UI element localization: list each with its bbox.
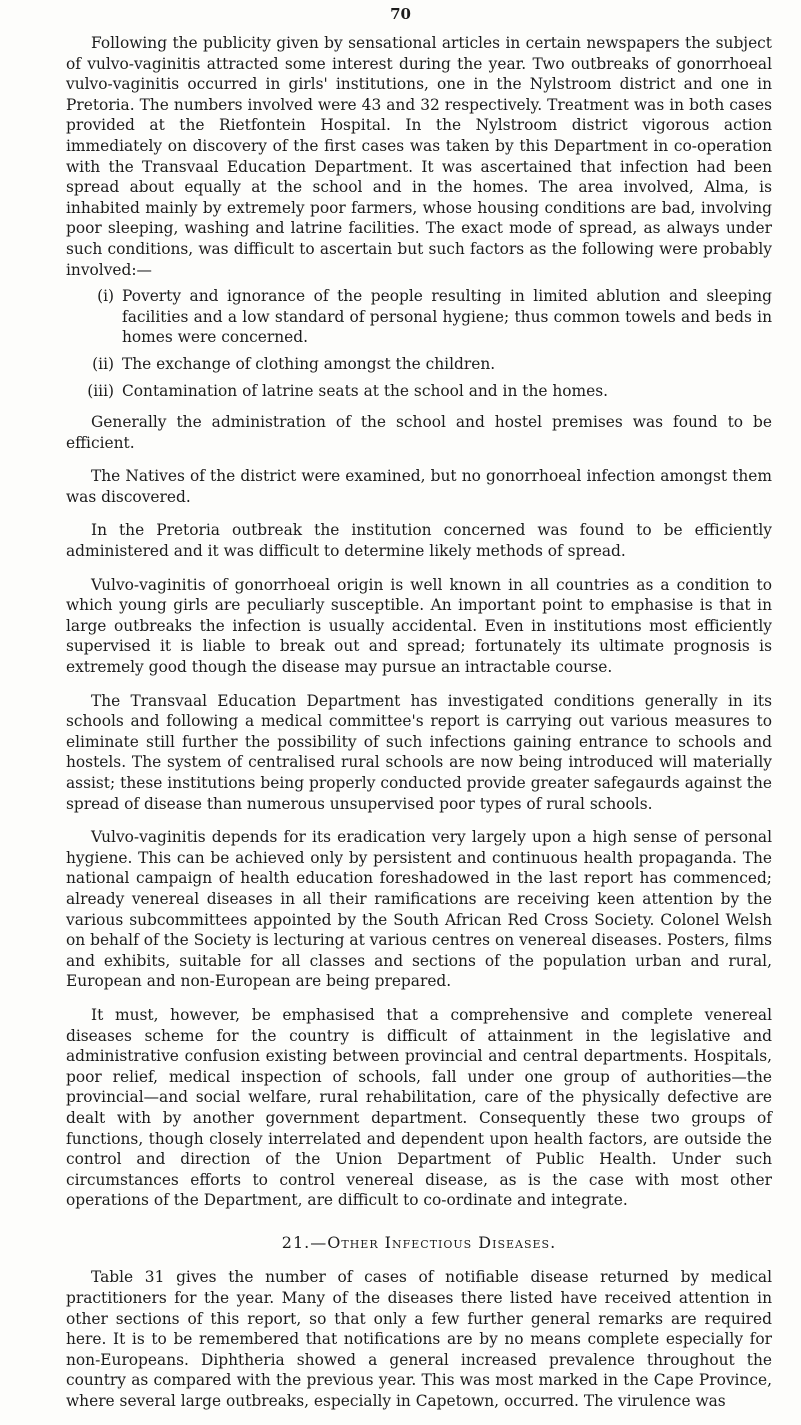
- list-item-number: (ii): [92, 354, 114, 373]
- list-item: [66, 381, 772, 402]
- paragraph-pretoria: In the Pretoria outbreak the institution concerned was found to be efficiently administered and it was difficult to determine likely methods of spread.: [66, 521, 772, 561]
- paragraph-outbreaks: Following the publicity given by sensational articles in certain newspapers the subject of vulvo-vaginitis attracted some interest during the year. Two outbreaks of gonorrhoeal vulvo-vaginitis occurred in girls' institutions, one in the Nylstroom district and one in Pretoria. The numbers involved were 43 and 32 respectively. Treatment was in both cases provided at the Rietfontein Hospital. In the Nylstroom district vigorous action immediately on discovery of the first cases was taken by this Department in co-operation with the Transvaal Education Department. It was ascertained that infection had been spread about equally at the school and in the homes. The area involved, Alma, is inhabited mainly by extremely poor farmers, whose housing conditions are bad, involving poor sleeping, washing and latrine facilities. The exact mode of spread, as always under such conditions, was difficult to ascertain but such factors as the following were probably involved:—: [66, 34, 772, 279]
- list-item: [66, 354, 772, 375]
- paragraph-notifiable-diseases: Table 31 gives the number of cases of notifiable disease returned by medical practitioners for the year. Many of the diseases there listed have received attention in other sections of this report, so that only a few further general remarks are required here. It is to be remembered that notifications are by no means complete especially for non-Europeans. Diphtheria showed a general increased prevalence throughout the country as compared with the previous year. This was most marked in the Cape Province, where several large outbreaks, especially in Capetown, occurred. The virulence was: [66, 1268, 772, 1411]
- paragraph-natives: The Natives of the district were examined, but no gonorrhoeal infection amongst them was discovered.: [66, 467, 772, 506]
- list-item-text: Contamination of latrine seats at the school and in the homes.: [122, 381, 609, 400]
- paragraph-administration: Generally the administration of the school and hostel premises was found to be efficient.: [66, 413, 772, 452]
- paragraph-hygiene: Vulvo-vaginitis depends for its eradication very largely upon a high sense of personal hygiene. This can be achieved only by persistent and continuous health propaganda. The national campaign of health education foreshadowed in the last report has commenced; already venereal diseases in all their ramifications are receiving keen attention by the various subcommittees appointed by the South African Red Cross Society. Colonel Welsh on behalf of the Society is lecturing at various centres on venereal diseases. Posters, films and exhibits, suitable for all classes and sections of the population urban and rural, European and non-European are being prepared.: [66, 828, 772, 991]
- factors-list: [66, 286, 772, 401]
- section-heading: 21.—Other Infectious Diseases.: [281, 1232, 557, 1252]
- paragraph-vulvo-vaginitis: Vulvo-vaginitis of gonorrhoeal origin is well known in all countries as a condition to which young girls are peculiarly susceptible. An important point to emphasise is that in large outbreaks the infection is usually accidental. Even in institutions most efficiently supervised it is liable to break out and spread; fortunately its ultimate prognosis is extremely good though the disease may pursue an intractable course.: [66, 575, 772, 677]
- list-item: [66, 286, 772, 348]
- page-number: 70: [390, 5, 411, 23]
- list-item-number: (i): [97, 287, 114, 306]
- list-item-text: The exchange of clothing amongst the children.: [122, 354, 496, 373]
- list-item-number: (iii): [87, 381, 114, 400]
- paragraph-venereal-scheme: It must, however, be emphasised that a comprehensive and complete venereal diseases scheme for the country is difficult of attainment in the legislative and administrative confusion existing between provincial and central departments. Hospitals, poor relief, medical inspection of schools, fall under one group of authorities—the provincial—and social welfare, rural rehabilitation, care of the physically defective are dealt with by another government department. Consequently these two groups of functions, though closely interrelated and dependent upon health factors, are outside the control and direction of the Union Department of Public Health. Under such circumstances efforts to control venereal disease, as is the case with most other operations of the Department, are difficult to co-ordinate and integrate.: [66, 1005, 772, 1210]
- list-item-text: Poverty and ignorance of the people resulting in limited ablution and sleeping facilities and a low standard of personal hygiene; thus common towels and beds in homes were concerned.: [122, 287, 772, 347]
- paragraph-education-department: The Transvaal Education Department has investigated conditions generally in its schools and following a medical committee's report is carrying out various measures to eliminate still further the possibility of such infections gaining entrance to schools and hostels. The system of centralised rural schools are now being introduced will materially assist; these institutions being properly conducted provide greater safegaurds against the spread of disease than numerous unsupervised poor types of rural schools.: [66, 691, 772, 813]
- document-body: [66, 33, 772, 1425]
